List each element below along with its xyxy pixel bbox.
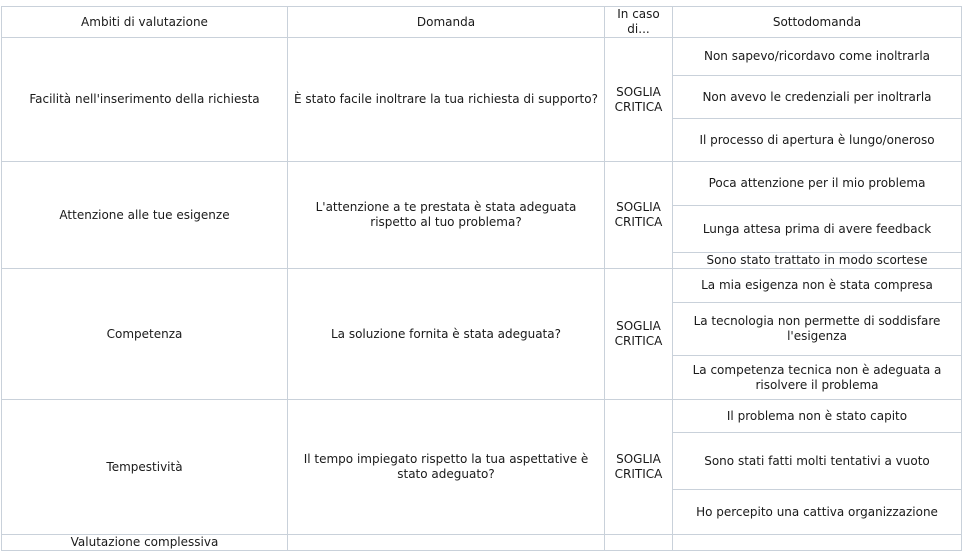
domanda-cell: La soluzione fornita è stata adeguata? — [288, 269, 605, 400]
sottodomanda-cell: Poca attenzione per il mio problema — [673, 162, 962, 206]
table-row — [2, 162, 962, 206]
sottodomanda-cell: Non sapevo/ricordavo come inoltrarla — [673, 38, 962, 76]
header-caso: In caso di... — [605, 7, 673, 38]
survey-table — [1, 6, 962, 551]
sottodomanda-cell: Sono stato trattato in modo scortese — [673, 253, 962, 269]
soglia-critica-cell: SOGLIA CRITICA — [605, 38, 673, 162]
table-row — [2, 269, 962, 303]
valutazione-complessiva-cell: Valutazione complessiva — [2, 535, 288, 551]
ambito-cell: Tempestività — [2, 400, 288, 535]
empty-cell — [605, 535, 673, 551]
ambito-cell: Facilità nell'inserimento della richiesta — [2, 38, 288, 162]
table-row — [2, 400, 962, 433]
empty-cell — [673, 535, 962, 551]
sottodomanda-cell: Lunga attesa prima di avere feedback — [673, 206, 962, 253]
sottodomanda-cell: Il problema non è stato capito — [673, 400, 962, 433]
sottodomanda-cell: Sono stati fatti molti tentativi a vuoto — [673, 433, 962, 490]
table-row — [2, 38, 962, 76]
sottodomanda-cell: La tecnologia non permette di soddisfare l'esigenza — [673, 303, 962, 356]
sottodomanda-cell: Non avevo le credenziali per inoltrarla — [673, 76, 962, 119]
header-domanda: Domanda — [288, 7, 605, 38]
domanda-cell: È stato facile inoltrare la tua richiesta di supporto? — [288, 38, 605, 162]
header-sottodomanda: Sottodomanda — [673, 7, 962, 38]
ambito-cell: Attenzione alle tue esigenze — [2, 162, 288, 269]
header-row — [2, 7, 962, 38]
sottodomanda-cell: Ho percepito una cattiva organizzazione — [673, 490, 962, 535]
domanda-cell: Il tempo impiegato rispetto la tua aspettative è stato adeguato? — [288, 400, 605, 535]
sottodomanda-cell: Il processo di apertura è lungo/oneroso — [673, 119, 962, 162]
empty-cell — [288, 535, 605, 551]
ambito-cell: Competenza — [2, 269, 288, 400]
sottodomanda-cell: La competenza tecnica non è adeguata a risolvere il problema — [673, 356, 962, 400]
total-row — [2, 535, 962, 551]
soglia-critica-cell: SOGLIA CRITICA — [605, 400, 673, 535]
domanda-cell: L'attenzione a te prestata è stata adeguata rispetto al tuo problema? — [288, 162, 605, 269]
header-ambito: Ambiti di valutazione — [2, 7, 288, 38]
soglia-critica-cell: SOGLIA CRITICA — [605, 269, 673, 400]
soglia-critica-cell: SOGLIA CRITICA — [605, 162, 673, 269]
sottodomanda-cell: La mia esigenza non è stata compresa — [673, 269, 962, 303]
